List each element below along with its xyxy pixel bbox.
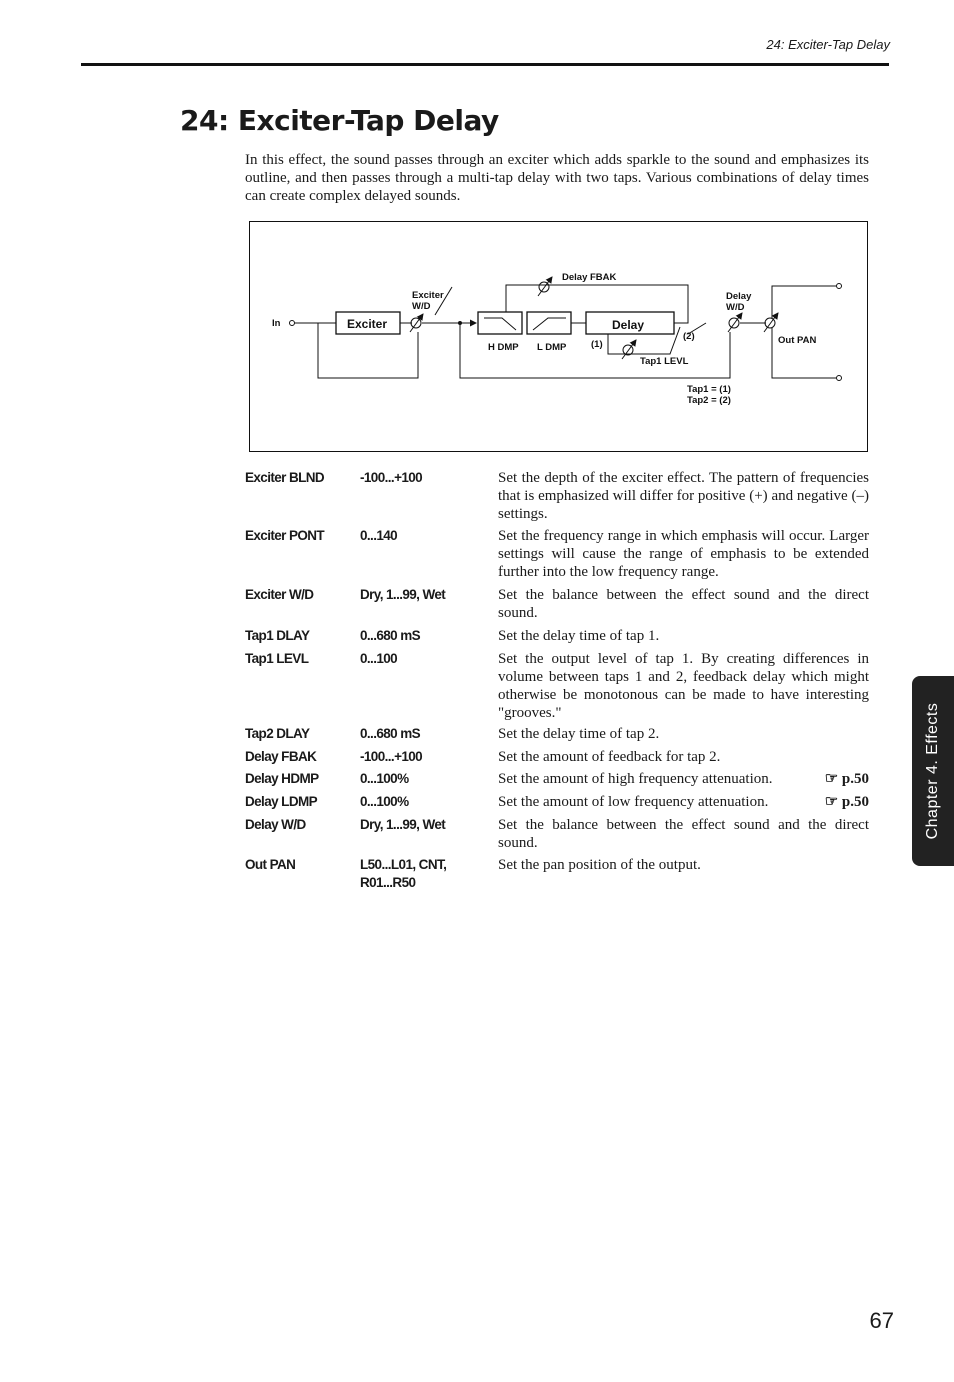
param-range: 0...680 mS [360,628,421,643]
label-delay-wd-1: Delay [726,291,752,302]
label-hdmp: H DMP [488,342,519,353]
param-name: Tap1 LEVL [245,651,309,666]
header-rule [81,63,889,66]
page-ref-link[interactable]: ☞ p.50 [824,794,869,810]
param-desc: Set the balance between the effect sound and the direct sound. [498,817,869,851]
param-desc: Set the amount of low frequency attenuation. [498,794,769,810]
label-delay-wd-2: W/D [726,302,745,313]
label-in: In [272,318,281,329]
page-number: 67 [869,1308,894,1333]
label-tap-2: (2) [683,331,695,342]
ldmp-filter-box [527,312,571,334]
param-range: -100...+100 [360,470,423,485]
label-ldmp: L DMP [537,342,567,353]
param-range: L50...L01, CNT, R01...R50 [360,857,447,890]
param-desc: Set the amount of feedback for tap 2. [498,749,721,765]
block-diagram [249,221,868,452]
param-name: Exciter BLND [245,470,325,485]
param-name: Exciter W/D [245,587,314,602]
output-terminal-r [837,376,842,381]
label-exciter: Exciter [347,317,388,331]
output-terminal-l [837,284,842,289]
param-desc: Set the delay time of tap 1. [498,628,660,644]
param-name: Tap1 DLAY [245,628,310,643]
chapter-side-tab[interactable] [912,676,954,866]
label-exciter-wd-2: W/D [412,301,431,312]
page-ref-link[interactable]: ☞ p.50 [824,771,869,787]
chapter-side-tab-label: Chapter 4. Effects [924,702,941,840]
legend-tap2: Tap2 = (2) [687,395,731,406]
param-name: Delay LDMP [245,794,318,809]
hdmp-filter-box [478,312,522,334]
input-terminal [290,321,295,326]
param-name: Delay W/D [245,817,306,832]
param-desc: Set the balance between the effect sound and the direct sound. [498,587,869,621]
param-range: Dry, 1...99, Wet [360,587,446,602]
label-exciter-wd-1: Exciter [412,290,444,301]
intro-paragraph: In this effect, the sound passes through an exciter which adds sparkle to the sound and emphasizes its outline, and then passes through a multi-tap delay with two taps. Various combinations of delay times can create complex delayed sounds. [245,152,869,204]
legend-tap1: Tap1 = (1) [687,384,731,395]
param-name: Delay HDMP [245,771,319,786]
param-range: 0...100 [360,651,398,666]
running-header: 24: Exciter-Tap Delay [766,37,890,52]
param-desc: Set the pan position of the output. [498,857,701,873]
param-desc: Set the amount of high frequency attenuation. [498,771,773,787]
param-name: Delay FBAK [245,749,317,764]
param-name: Exciter PONT [245,528,325,543]
param-range: 0...100% [360,794,409,809]
param-desc: Set the output level of tap 1. By creating differences in volume between taps 1 and 2, feedback delay which might otherwise be monotonous can be made to have interesting "grooves." [498,651,869,721]
label-tap-1: (1) [591,339,603,350]
label-tap1-levl: Tap1 LEVL [640,356,689,367]
param-desc: Set the delay time of tap 2. [498,726,660,742]
param-desc: Set the frequency range in which emphasis will occur. Larger settings will cause the range of emphasis to be extended further into the low frequency range. [498,528,869,580]
param-range: 0...140 [360,528,398,543]
param-range: 0...100% [360,771,409,786]
param-name: Tap2 DLAY [245,726,310,741]
block-diagram-svg [250,222,869,453]
label-delay-fbak: Delay FBAK [562,272,617,283]
param-range: -100...+100 [360,749,423,764]
label-delay: Delay [612,318,645,332]
param-range: Dry, 1...99, Wet [360,817,446,832]
param-range: 0...680 mS [360,726,421,741]
param-desc: Set the depth of the exciter effect. The pattern of frequencies that is emphasized will differ for positive (+) and negative (–) settings. [498,470,869,522]
param-name: Out PAN [245,857,296,872]
label-out-pan: Out PAN [778,335,817,346]
page-title: 24: Exciter-Tap Delay [180,104,499,137]
